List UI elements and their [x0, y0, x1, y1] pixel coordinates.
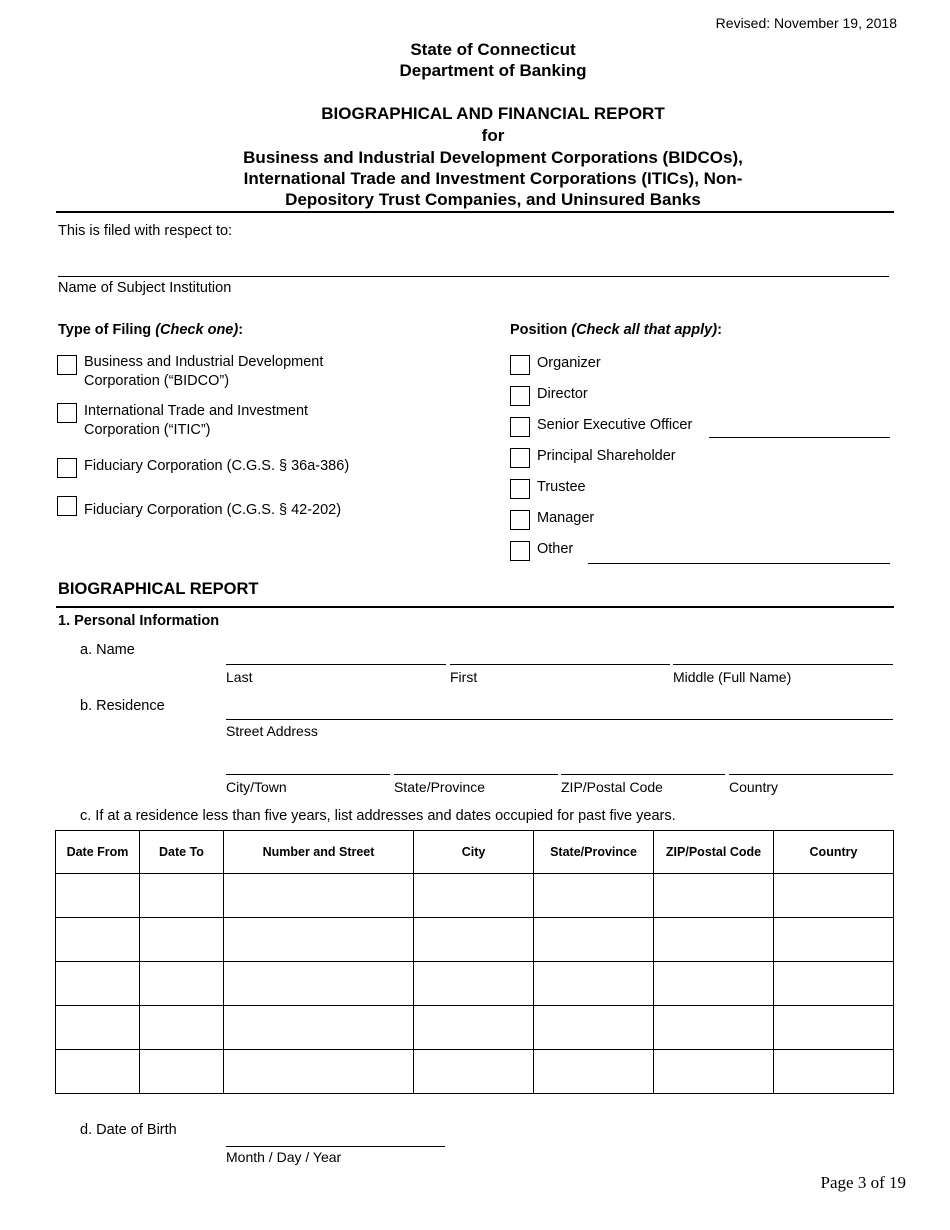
header-divider	[56, 211, 894, 213]
table-cell[interactable]	[534, 962, 654, 1006]
type-of-filing-heading-colon: :	[238, 322, 244, 338]
table-cell[interactable]	[140, 1006, 224, 1050]
position-director-label: Director	[537, 386, 588, 402]
col-header-state: State/Province	[534, 831, 654, 874]
table-cell[interactable]	[414, 962, 534, 1006]
city-input[interactable]	[226, 774, 390, 775]
report-for: for	[481, 126, 505, 145]
filing-itic-label-line2: Corporation (“ITIC”)	[84, 422, 211, 438]
table-header-row	[56, 831, 894, 874]
table-row	[56, 918, 894, 962]
position-other-checkbox[interactable]	[510, 541, 530, 561]
col-header-date-from: Date From	[56, 831, 140, 874]
country-input[interactable]	[729, 774, 893, 775]
middle-name-label: Middle (Full Name)	[673, 669, 792, 685]
dob-input[interactable]	[226, 1146, 445, 1147]
department-name: Department of Banking	[399, 61, 587, 80]
personal-info-heading: 1. Personal Information	[58, 613, 220, 629]
table-cell[interactable]	[224, 918, 414, 962]
table-cell[interactable]	[534, 874, 654, 918]
position-seo-checkbox[interactable]	[510, 417, 530, 437]
report-subtitle-line1: Business and Industrial Development Corporations (BIDCOs),	[243, 148, 743, 167]
last-name-input[interactable]	[226, 664, 446, 665]
col-header-number-street: Number and Street	[224, 831, 414, 874]
street-address-input[interactable]	[226, 719, 893, 720]
dob-format-label: Month / Day / Year	[226, 1149, 342, 1165]
filed-with-intro: This is filed with respect to:	[58, 223, 233, 239]
prior-residence-table	[55, 830, 894, 1094]
table-cell[interactable]	[140, 1050, 224, 1094]
position-seo-label: Senior Executive Officer	[537, 417, 693, 433]
first-name-label: First	[450, 669, 478, 685]
filing-fiduciary-36a-checkbox[interactable]	[57, 458, 77, 478]
table-cell[interactable]	[224, 962, 414, 1006]
zip-label: ZIP/Postal Code	[561, 779, 663, 795]
prior-residence-instructions: c. If at a residence less than five years, list addresses and dates occupied for past five years.	[80, 808, 676, 824]
middle-name-input[interactable]	[673, 664, 893, 665]
table-cell[interactable]	[654, 874, 774, 918]
dob-label: d. Date of Birth	[80, 1122, 177, 1138]
table-cell[interactable]	[224, 1050, 414, 1094]
residence-label: b. Residence	[80, 698, 165, 714]
state-label: State/Province	[394, 779, 486, 795]
table-cell[interactable]	[414, 1050, 534, 1094]
position-trustee-checkbox[interactable]	[510, 479, 530, 499]
type-of-filing-heading	[58, 322, 243, 339]
agency-name: State of Connecticut	[410, 40, 576, 59]
position-manager-label: Manager	[537, 510, 595, 526]
table-cell[interactable]	[774, 874, 894, 918]
table-cell[interactable]	[140, 918, 224, 962]
page-number: Page 3 of 19	[820, 1173, 906, 1192]
street-address-label: Street Address	[226, 723, 318, 739]
filing-itic-label-line1: International Trade and Investment	[84, 403, 309, 419]
filing-fiduciary-42-label: Fiduciary Corporation (C.G.S. § 42-202)	[84, 502, 342, 518]
table-cell[interactable]	[140, 962, 224, 1006]
table-cell[interactable]	[56, 1006, 140, 1050]
table-cell[interactable]	[534, 1050, 654, 1094]
filing-bidco-label-line2: Corporation (“BIDCO”)	[84, 373, 230, 389]
report-subtitle-line3: Depository Trust Companies, and Uninsured Banks	[285, 190, 701, 209]
filing-bidco-label-line1: Business and Industrial Development	[84, 354, 324, 370]
position-heading-colon: :	[717, 322, 722, 338]
col-header-date-to: Date To	[140, 831, 224, 874]
position-principal-shareholder-label: Principal Shareholder	[537, 448, 676, 464]
table-cell[interactable]	[414, 918, 534, 962]
filing-fiduciary-36a-label: Fiduciary Corporation (C.G.S. § 36a-386)	[84, 458, 350, 474]
type-of-filing-heading-italic: (Check one)	[155, 322, 239, 338]
col-header-zip: ZIP/Postal Code	[654, 831, 774, 874]
filing-bidco-checkbox[interactable]	[57, 355, 77, 375]
table-cell[interactable]	[534, 918, 654, 962]
table-cell[interactable]	[414, 874, 534, 918]
table-cell[interactable]	[56, 962, 140, 1006]
table-cell[interactable]	[534, 1006, 654, 1050]
table-cell[interactable]	[654, 1006, 774, 1050]
position-other-label: Other	[537, 541, 574, 557]
bio-divider	[56, 606, 894, 608]
biographical-report-heading: BIOGRAPHICAL REPORT	[58, 580, 259, 598]
position-organizer-checkbox[interactable]	[510, 355, 530, 375]
table-cell[interactable]	[654, 1050, 774, 1094]
col-header-city: City	[414, 831, 534, 874]
table-row	[56, 962, 894, 1006]
city-label: City/Town	[226, 779, 287, 795]
table-cell[interactable]	[224, 874, 414, 918]
table-cell[interactable]	[654, 918, 774, 962]
state-input[interactable]	[394, 774, 558, 775]
position-heading-text: Position	[510, 322, 572, 338]
revised-date: Revised: November 19, 2018	[715, 15, 897, 31]
table-cell[interactable]	[56, 918, 140, 962]
name-label: a. Name	[80, 642, 135, 658]
last-name-label: Last	[226, 669, 253, 685]
table-cell[interactable]	[774, 1006, 894, 1050]
subject-institution-label: Name of Subject Institution	[58, 280, 232, 296]
table-cell[interactable]	[414, 1006, 534, 1050]
table-cell[interactable]	[56, 874, 140, 918]
filing-itic-checkbox[interactable]	[57, 403, 77, 423]
table-cell[interactable]	[774, 918, 894, 962]
position-director-checkbox[interactable]	[510, 386, 530, 406]
position-principal-shareholder-checkbox[interactable]	[510, 448, 530, 468]
position-seo-input[interactable]	[709, 437, 890, 438]
first-name-input[interactable]	[450, 664, 670, 665]
table-cell[interactable]	[774, 1050, 894, 1094]
position-trustee-label: Trustee	[537, 479, 586, 495]
table-cell[interactable]	[56, 1050, 140, 1094]
subject-institution-input[interactable]	[58, 256, 889, 277]
filing-fiduciary-42-checkbox[interactable]	[57, 496, 77, 516]
table-cell[interactable]	[224, 1006, 414, 1050]
zip-input[interactable]	[561, 774, 725, 775]
position-heading	[510, 322, 722, 339]
report-subtitle-line2: International Trade and Investment Corporations (ITICs), Non-	[243, 169, 743, 188]
report-title: BIOGRAPHICAL AND FINANCIAL REPORT	[321, 104, 665, 123]
table-cell[interactable]	[654, 962, 774, 1006]
position-manager-checkbox[interactable]	[510, 510, 530, 530]
country-label: Country	[729, 779, 779, 795]
col-header-country: Country	[774, 831, 894, 874]
type-of-filing-heading-text: Type of Filing	[58, 322, 156, 338]
table-row	[56, 1050, 894, 1094]
position-heading-italic: (Check all that apply)	[571, 322, 718, 338]
table-row	[56, 874, 894, 918]
position-organizer-label: Organizer	[537, 355, 601, 371]
table-cell[interactable]	[774, 962, 894, 1006]
table-cell[interactable]	[140, 874, 224, 918]
table-row	[56, 1006, 894, 1050]
position-other-input[interactable]	[588, 563, 890, 564]
